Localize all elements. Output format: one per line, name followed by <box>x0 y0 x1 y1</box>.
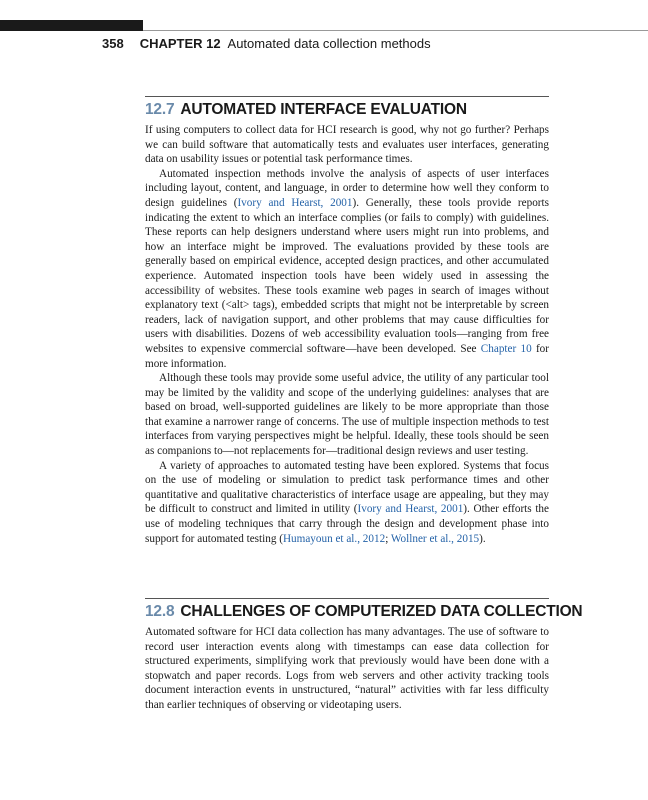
citation-link[interactable]: Ivory and Hearst, 2001 <box>357 503 464 516</box>
paragraph-text: ). Other efforts the use of modeling techniques that carry through the design and development phase into support for automated testing ( <box>145 503 549 545</box>
section-12-7-title: AUTOMATED INTERFACE EVALUATION <box>180 101 467 118</box>
section-12-8-rule <box>145 598 549 599</box>
citation-link[interactable]: Wollner et al., 2015 <box>390 532 480 545</box>
paragraph-text: If using computers to collect data for HCI research is good, why not go further? Perhaps we can build software that automatically tests and evaluates user interfaces, generating data on usability issues or potential task performance times. <box>145 124 549 166</box>
section-12-8-title: CHALLENGES OF COMPUTERIZED DATA COLLECTION <box>180 603 583 620</box>
paragraph-text: ). Generally, these tools provide reports indicating the extent to which an interface complies (or fails to comply) with guidelines. These reports can help designers understand where users might run into problems, and how an interface might be improved. The evaluations provided by these tools are generally based on empirical evidence, accepted design practices, and other accumulated experience. Automated inspection tools have been widely used in assessing the accessibility of websites. These tools examine web pages in search of images without explanatory text (<alt> tags), embedded scripts that might not be interpretable by screen readers, lack of navigation support, and other problems that may cause difficulties for users with disabilities. Dozens of web accessibility evaluation tools—ranging from free websites to expensive commercial software—have been developed. See <box>145 196 549 355</box>
paragraph <box>145 123 549 167</box>
section-12-8-number: 12.8 <box>145 603 175 620</box>
paragraph-text: ; <box>385 532 391 545</box>
section-12-7-rule <box>145 96 549 97</box>
citation-link[interactable]: Humayoun et al., 2012 <box>282 532 386 545</box>
paragraph-text: A variety of approaches to automated testing have been explored. Systems that focus on the use of modeling or simulation to predict task performance times and other quantitative and qualitative characteristics of interface usage are appealing, but they may be difficult to construct and limited in utility ( <box>145 459 549 516</box>
paragraph-text: Automated inspection methods involve the analysis of aspects of user interfaces including layout, content, and language, in order to determine how well they conform to design guidelines ( <box>145 167 549 209</box>
paragraph-text: for more information. <box>145 342 549 370</box>
header-rule <box>143 30 648 31</box>
chapter-title: Automated data collection methods <box>227 36 431 51</box>
paragraph <box>145 167 549 371</box>
section-12-8-heading <box>145 603 583 621</box>
paragraph-text: Although these tools may provide some useful advice, the utility of any particular tool may be limited by the validity and scope of the underlying guidelines: analyses that are based on broad, well-supported guidelines are likely to be more appropriate than those that examine a narrower range of concerns. The use of multiple inspection methods to test interfaces from varying perspectives might be helpful. Ideally, these tools should be seen as companions to—not replacements for—traditional design reviews and user testing. <box>145 372 549 458</box>
page-number: 358 <box>102 36 124 51</box>
paragraph-text: ). <box>479 532 486 545</box>
paragraph <box>145 371 549 459</box>
section-12-8-body <box>145 625 549 713</box>
section-12-7-heading <box>145 101 549 119</box>
section-12-7-number: 12.7 <box>145 101 175 118</box>
chapter-label: CHAPTER 12 <box>139 36 221 51</box>
paragraph-text: Automated software for HCI data collection has many advantages. The use of software to record user interaction events along with timestamps can ease data collection for structured experiments, simplifying work that previously would have been done with a stopwatch and paper records. Logs from web servers and other activity tracking tools document interaction events in unstructured, “natural” activities with far less difficulty than earlier techniques of observing or videotaping users. <box>145 626 549 711</box>
citation-link[interactable]: Chapter 10 <box>480 342 532 355</box>
paragraph <box>145 459 549 547</box>
running-head <box>102 36 431 51</box>
citation-link[interactable]: Ivory and Hearst, 2001 <box>237 196 353 209</box>
section-12-7-body <box>145 123 549 546</box>
header-black-bar <box>0 20 143 31</box>
paragraph <box>145 625 549 713</box>
